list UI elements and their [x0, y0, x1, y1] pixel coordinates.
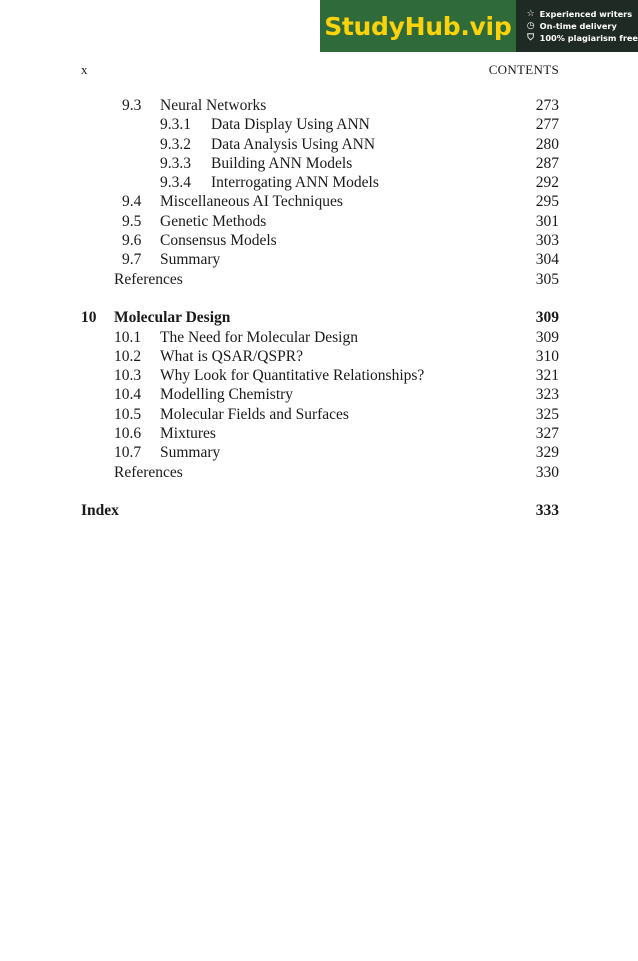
toc-entry[interactable] — [0, 405, 638, 424]
toc-title: References — [114, 463, 183, 481]
toc-chapter[interactable] — [0, 308, 638, 327]
toc-page: 295 — [535, 193, 559, 211]
toc-page: 277 — [535, 116, 559, 134]
toc-page: 327 — [535, 425, 559, 443]
toc-entry[interactable] — [0, 173, 638, 192]
toc-number: 9.3.4 — [160, 174, 191, 192]
spacer — [0, 482, 638, 501]
toc-title: Summary — [160, 251, 221, 269]
toc-title: Consensus Models — [160, 232, 277, 250]
toc-page: 321 — [535, 367, 559, 385]
toc-title: References — [114, 270, 183, 288]
toc-number: 9.6 — [122, 232, 142, 250]
toc-number: 10 — [81, 309, 97, 327]
toc-number: 9.5 — [122, 212, 142, 230]
toc-page: 333 — [535, 502, 559, 520]
toc-title: Data Display Using ANN — [211, 116, 370, 134]
toc-page: 305 — [535, 270, 559, 288]
toc-number: 9.3.1 — [160, 116, 191, 134]
toc-entry-references[interactable] — [0, 270, 638, 289]
toc-page: 301 — [535, 212, 559, 230]
studyhub-banner[interactable] — [320, 0, 638, 52]
toc-entry[interactable] — [0, 115, 638, 134]
toc-number: 10.6 — [114, 425, 142, 443]
toc-entry[interactable] — [0, 385, 638, 404]
perk-item — [526, 33, 638, 43]
perk-item — [526, 9, 638, 19]
toc-title: What is QSAR/QSPR? — [160, 347, 303, 365]
toc-number: 10.4 — [114, 386, 142, 404]
toc-entry[interactable] — [0, 443, 638, 462]
toc-number: 10.2 — [114, 347, 142, 365]
toc-title: The Need for Molecular Design — [160, 328, 358, 346]
toc-number: 9.4 — [122, 193, 142, 211]
toc-page: 280 — [535, 135, 559, 153]
perk-label: On-time delivery — [539, 21, 617, 31]
toc-entry[interactable] — [0, 154, 638, 173]
toc-title: Genetic Methods — [160, 212, 267, 230]
toc-title: Why Look for Quantitative Relationships? — [160, 367, 425, 385]
toc-page: 330 — [535, 463, 559, 481]
brand-logo: StudyHub.vip — [320, 0, 516, 52]
star-icon: ☆ — [526, 9, 535, 19]
toc-entry[interactable] — [0, 135, 638, 154]
header-label: CONTENTS — [488, 62, 559, 77]
toc-entry[interactable] — [0, 366, 638, 385]
toc-page: 304 — [535, 251, 559, 269]
toc-page: 323 — [535, 386, 559, 404]
toc-title: Index — [81, 502, 119, 520]
toc-title: Data Analysis Using ANN — [211, 135, 376, 153]
toc-number: 9.3.3 — [160, 154, 191, 172]
toc-page: 287 — [535, 154, 559, 172]
spacer — [0, 289, 638, 308]
toc-entry[interactable] — [0, 212, 638, 231]
perk-label: Experienced writers — [539, 9, 633, 19]
toc-page: 329 — [535, 444, 559, 462]
toc-number: 10.5 — [114, 405, 142, 423]
toc-title: Neural Networks — [160, 97, 267, 114]
toc-page: 273 — [535, 97, 559, 114]
toc-title: Molecular Fields and Surfaces — [160, 405, 349, 423]
page-number: x — [81, 62, 88, 77]
running-header — [81, 62, 559, 78]
clock-icon: ◷ — [526, 21, 535, 31]
toc-number: 10.3 — [114, 367, 142, 385]
toc-number: 9.3 — [122, 97, 142, 114]
toc-title: Modelling Chemistry — [160, 386, 294, 404]
toc-entry[interactable] — [0, 192, 638, 211]
perk-label: 100% plagiarism free — [539, 33, 638, 43]
toc-entry[interactable] — [0, 328, 638, 347]
perks-list — [516, 0, 638, 52]
toc-entry-references[interactable] — [0, 463, 638, 482]
toc-entry[interactable] — [0, 347, 638, 366]
toc-entry[interactable] — [0, 424, 638, 443]
toc-title: Building ANN Models — [211, 154, 353, 172]
toc-title: Mixtures — [160, 425, 216, 443]
toc-number: 10.7 — [114, 444, 142, 462]
toc-title: Summary — [160, 444, 221, 462]
toc-page: 309 — [535, 309, 559, 327]
toc-title: Miscellaneous AI Techniques — [160, 193, 343, 211]
toc-number: 9.7 — [122, 251, 142, 269]
toc-page: 325 — [535, 405, 559, 423]
toc-entry[interactable] — [0, 231, 638, 250]
toc-title: Molecular Design — [114, 309, 231, 327]
toc-number: 10.1 — [114, 328, 142, 346]
toc-entry-index[interactable] — [0, 501, 638, 520]
table-of-contents — [0, 96, 638, 521]
toc-page: 310 — [535, 347, 559, 365]
toc-title: Interrogating ANN Models — [211, 174, 379, 192]
toc-entry[interactable] — [0, 250, 638, 269]
toc-entry[interactable] — [0, 96, 638, 115]
perk-item — [526, 21, 638, 31]
toc-page: 292 — [535, 174, 559, 192]
shield-icon: ⛉ — [527, 33, 535, 43]
toc-number: 9.3.2 — [160, 135, 191, 153]
toc-page: 303 — [535, 232, 559, 250]
toc-page: 309 — [535, 328, 559, 346]
